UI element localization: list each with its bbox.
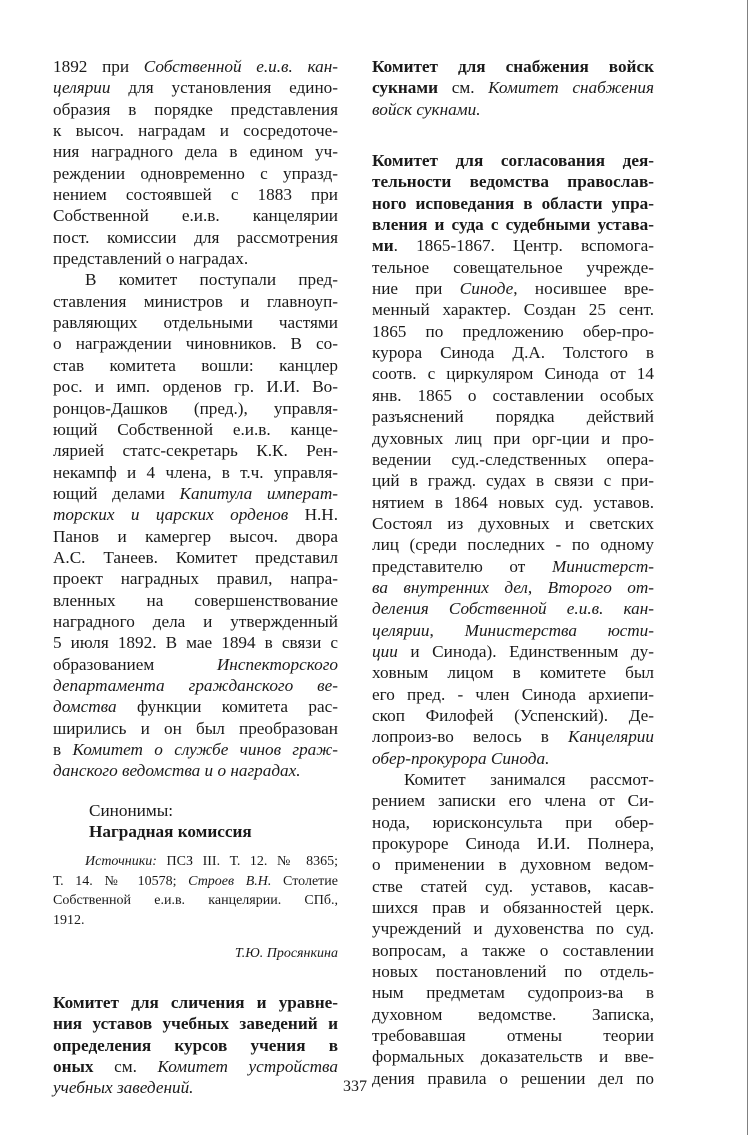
spacer — [53, 782, 338, 800]
text-line: курора Синода Д.А. Толстого в — [372, 343, 654, 363]
text-line: 5 июля 1892. В мае 1894 в связи с — [53, 633, 338, 653]
sources-text — [53, 852, 338, 930]
text-line: обер-прокурора Синода. — [372, 748, 550, 768]
text-line: равляющих отдельными частями — [53, 313, 338, 333]
text-line: вопросам, а также о составлении — [372, 940, 654, 960]
text-line: Комитет для снабжения войск — [372, 57, 654, 76]
scan-edge-line — [747, 0, 748, 1135]
text-line: ния уставов учебных заведений и — [53, 1014, 338, 1034]
synonym-value: Наградная комиссия — [89, 822, 252, 842]
author-signature: Т.Ю. Просянкина — [234, 946, 338, 962]
text-line: ций в гражд. судах в связи с при- — [372, 471, 654, 491]
text-line: сукнами см. Комитет снабжения — [372, 78, 654, 98]
text-line: дения правила о решении дел по — [372, 1068, 654, 1088]
left-column — [53, 56, 338, 1099]
text-line: ным предметам судопроиз-ва в — [372, 983, 654, 1003]
text-line: ронцов-Дашков (пред.), управля- — [53, 398, 338, 418]
text-line: представителю от Министерст- — [372, 556, 654, 576]
text-line: ми. 1865-1867. Центр. вспомога- — [372, 236, 654, 256]
text-line: департамента гражданского ве- — [53, 675, 338, 695]
text-line: разъяснений порядка действий — [372, 407, 654, 427]
text-line: ние при Синоде, носившее вре- — [372, 279, 655, 299]
text-line: наградного дела и утвержденный — [53, 611, 338, 631]
text-line: 1865 по предложению обер-про- — [372, 321, 654, 341]
text-line: проект наградных правил, напра- — [53, 569, 338, 589]
text-line: ния наградного дела в едином уч- — [53, 142, 338, 162]
text-line: вления и суда с судебными устава- — [372, 215, 654, 235]
synonyms-label: Синонимы: — [89, 800, 174, 820]
text-line: ции и Синода). Единственным ду- — [372, 641, 654, 661]
text-line: стве статей суд. уставов, касав- — [372, 876, 654, 896]
text-line: Источники: ПСЗ III. Т. 12. № 8365; — [85, 854, 338, 870]
text-line: учреждений и духовенства по суд. — [372, 919, 654, 939]
text-line: требовавшая отмены теории — [372, 1026, 654, 1046]
text-line: 1912. — [53, 912, 85, 928]
text-line: Комитет для сличения и уравне- — [53, 992, 338, 1012]
text-line: пост. комиссии для рассмотрения — [53, 227, 338, 247]
text-line: Собственной е.и.в. канцелярии. СПб., — [53, 893, 338, 909]
text-line: представлений о наградах. — [53, 249, 249, 269]
text-line: ющий Собственной е.и.в. канце- — [53, 419, 338, 439]
spacer — [53, 930, 338, 944]
right-column — [372, 56, 654, 1089]
page-number: 337 — [343, 1078, 367, 1095]
text-line: к высоч. наградам и сосредоточе- — [53, 121, 338, 141]
text-line: А.С. Танеев. Комитет представил — [53, 547, 338, 567]
text-line: янв. 1865 о составлении особых — [372, 385, 654, 405]
text-line: образия в порядке представления — [53, 99, 338, 119]
text-line: определения курсов учения в — [53, 1035, 338, 1055]
text-line: ва внутренних дел, Второго от- — [372, 577, 655, 597]
text-line: в Комитет о службе чинов граж- — [53, 740, 338, 759]
text-line: рением записки его члена от Си- — [372, 791, 654, 811]
text-line: о награждении чиновников. В со- — [53, 334, 338, 354]
text-line: войск сукнами. — [372, 99, 481, 119]
text-line: Собственной е.и.в. канцелярии — [53, 206, 338, 226]
text-line: нятием в 1864 новых суд. уставов. — [372, 492, 654, 512]
text-line: менный характер. Создан 25 сент. — [372, 300, 654, 320]
text-line: ного исповедания в области упра- — [372, 193, 654, 213]
text-line: рос. и имп. орденов гр. И.И. Во- — [53, 377, 338, 397]
paragraph-committee-work — [372, 769, 654, 1089]
text-line: целярии, Министерства юсти- — [372, 620, 654, 640]
text-line: некампф и 4 члена, в т.ч. управля- — [53, 462, 338, 482]
paragraph-committee-composition — [53, 269, 338, 781]
entry-supply-of-cloth — [372, 56, 654, 120]
text-line: вленных на совершенствование — [53, 590, 338, 610]
entry-comparison-of-charters — [53, 992, 338, 1099]
text-line: тельное совещательное учрежде- — [372, 257, 654, 277]
text-line: о применении в духовном ведом- — [372, 855, 654, 875]
text-line: реждении одновременно с упразд- — [53, 163, 338, 183]
text-line: 1892 при Собственной е.и.в. кан- — [53, 57, 338, 76]
text-line: образованием Инспекторского — [53, 654, 338, 674]
entry-continuation — [53, 56, 338, 269]
text-line: прокуроре Синода И.И. Полнера, — [372, 834, 654, 854]
text-line: лиц (среди последних - по одному — [372, 535, 654, 555]
spacer — [53, 964, 338, 992]
text-line: его пред. - член Синода архиепи- — [372, 684, 654, 704]
text-line: деления Собственной е.и.в. кан- — [372, 599, 654, 619]
text-line: ховным лицом в комитете был — [372, 663, 654, 683]
text-line: ставления министров и главноуп- — [53, 291, 338, 311]
text-line: домства функции комитета рас- — [53, 697, 338, 717]
text-line: лярией статс-секретарь К.К. Рен- — [53, 441, 338, 461]
entry-coordination-orthodox — [372, 150, 654, 769]
text-line: нением состоявшей с 1883 при — [53, 185, 338, 205]
text-line: данского ведомства и о наградах. — [53, 761, 301, 781]
text-line: учебных заведений. — [53, 1078, 194, 1098]
text-line: лопроиз-во велось в Канцелярии — [372, 727, 654, 747]
text-line: Панов и камергер высоч. двора — [53, 526, 338, 546]
text-line: торских и царских орденов Н.Н. — [53, 505, 339, 525]
text-line: целярии для установления едино- — [53, 78, 338, 98]
spacer — [372, 120, 654, 150]
text-line: формальных доказательств и вве- — [372, 1047, 654, 1067]
text-line: тельности ведомства православ- — [372, 172, 654, 192]
text-line: Т. 14. № 10578; Строев В.Н. Столетие — [53, 873, 338, 889]
text-line: Комитет занимался рассмот- — [404, 770, 654, 789]
text-line: шихся прав и обязанностей церк. — [372, 898, 654, 918]
text-line: Комитет для согласования дея- — [372, 151, 654, 171]
text-line: Состоял из духовных и светских — [372, 513, 654, 533]
text-line: соотв. с циркуляром Синода от 14 — [372, 364, 654, 384]
text-line: оных см. Комитет устройства — [53, 1056, 338, 1076]
text-line: духовных лиц при орг-ции и про- — [372, 428, 654, 448]
text-line: став комитета вошли: канцлер — [53, 355, 338, 375]
text-line: скоп Филофей (Успенский). Де- — [372, 705, 654, 725]
text-line: ширились и он был преобразован — [53, 718, 338, 738]
text-line: ведении суд.-следственных опера- — [372, 449, 654, 469]
synonyms-block — [53, 800, 338, 843]
text-line: новых постановлений по отдель- — [372, 962, 654, 982]
sources-block — [53, 852, 338, 964]
text-line: духовном ведомстве. Записка, — [372, 1004, 654, 1024]
text-line: В комитет поступали пред- — [85, 270, 338, 290]
spacer — [53, 842, 338, 852]
text-line: нода, юрисконсульта при обер- — [372, 812, 654, 832]
text-line: ющий делами Капитула императ- — [53, 483, 338, 503]
